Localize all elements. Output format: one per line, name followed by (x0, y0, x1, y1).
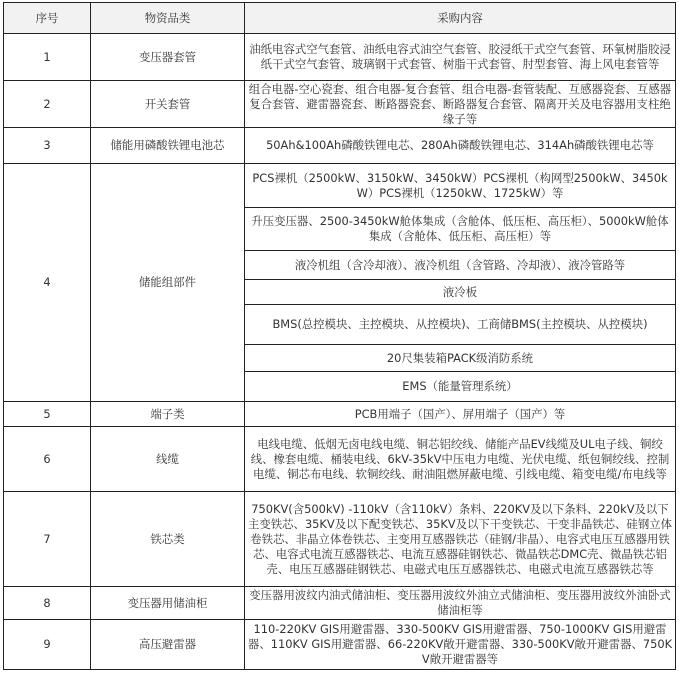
row-content: PCS裸机（2500kW、3150kW、3450kW）PCS裸机（构网型2500kW、3450kW）PCS裸机（1250kW、1725kW）等 (245, 164, 676, 208)
row-no: 3 (4, 128, 91, 164)
row-no: 6 (4, 427, 91, 492)
table-body (4, 34, 676, 670)
table-row (4, 492, 676, 587)
table-row (4, 128, 676, 164)
row-no: 1 (4, 34, 91, 81)
table-row (4, 402, 676, 427)
table-row (4, 34, 676, 81)
row-content: 变压器用波纹内油式储油柜、变压器用波纹外油立式储油柜、变压器用波纹外油卧式储油柜等 (245, 587, 676, 620)
header-category: 物资品类 (91, 3, 245, 34)
row-no: 4 (4, 164, 91, 402)
row-no: 5 (4, 402, 91, 427)
procurement-table (3, 2, 676, 670)
row-content: 750KV(含500kV) -110kV（含110kV）条料、220KV及以下条料、220kV及以下主变铁芯、35KV及以下配变铁芯、35KV及以下干变铁芯、干变非晶铁芯、硅钢立体卷铁芯、非晶立体卷铁芯、主变用互感器铁芯（硅钢/非晶）、电容式电压互感器用铁芯、电容式电流互感器铁芯、电流互感器硅钢铁芯、微晶铁芯DMC壳、微晶铁芯铝壳、电压互感器硅钢铁芯、电磁式电压互感器铁芯、电磁式电流互感器铁芯等 (245, 492, 676, 587)
row-no: 8 (4, 587, 91, 620)
row-category: 储能用磷酸铁锂电池芯 (91, 128, 245, 164)
header-row (4, 3, 676, 34)
row-content: 110-220KV GIS用避雷器、330-500KV GIS用避雷器、750-1000KV GIS用避雷器、110KV GIS用避雷器、66-220KV敞开避雷器、330-500KV敞开避雷器、750KV敞开避雷器等 (245, 620, 676, 670)
row-no: 7 (4, 492, 91, 587)
row-category: 线缆 (91, 427, 245, 492)
row-category: 开关套管 (91, 81, 245, 128)
row-content: 20尺集装箱PACK级消防系统 (245, 345, 676, 372)
row-content: BMS(总控模块、主控模块、从控模块)、工商储BMS(主控模块、从控模块) (245, 305, 676, 345)
table-row (4, 427, 676, 492)
row-category: 储能组部件 (91, 164, 245, 402)
row-content: 升压变压器、2500-3450kW舱体集成（含舱体、低压柜、高压柜）、5000kW舱体集成（含舱体、低压柜、高压柜）等 (245, 208, 676, 251)
header-no: 序号 (4, 3, 91, 34)
table-row (4, 164, 676, 208)
row-content: 电线电缆、低烟无卤电线电缆、铜芯铝绞线、储能产品EV线缆及UL电子线、铜绞线、橡套电缆、桶装电线、6kV-35kV中压电力电缆、光伏电缆、纸包铜绞线、控制电缆、铜芯布电线、软铜绞线、耐油阻燃屏蔽电缆、引线电缆、箱变电缆/布电线等 (245, 427, 676, 492)
row-content: PCB用端子（国产）、屏用端子（国产）等 (245, 402, 676, 427)
table-row (4, 81, 676, 128)
row-category: 高压避雷器 (91, 620, 245, 670)
row-category: 变压器套管 (91, 34, 245, 81)
row-content: EMS（能量管理系统） (245, 372, 676, 402)
row-no: 2 (4, 81, 91, 128)
row-content: 液冷机组（含冷却液）、液冷机组（含管路、冷却液）、液冷管路等 (245, 251, 676, 280)
table-row (4, 587, 676, 620)
row-content: 油纸电容式空气套管、油纸电容式油空气套管、胶浸纸干式空气套管、环氧树脂胶浸纸干式空气套管、玻璃钢干式套管、树脂干式套管、肘型套管、海上风电套管等 (245, 34, 676, 81)
row-category: 变压器用储油柜 (91, 587, 245, 620)
row-category: 铁芯类 (91, 492, 245, 587)
row-content: 液冷板 (245, 280, 676, 305)
row-content: 组合电器-空心瓷套、组合电器-复合套管、组合电器-套管装配、互感器瓷套、互感器复合套管、避雷器瓷套、断路器瓷套、断路器复合套管、隔离开关及电容器用支柱绝缘子等 (245, 81, 676, 128)
row-no: 9 (4, 620, 91, 670)
row-content: 50Ah&100Ah磷酸铁锂电芯、280Ah磷酸铁锂电芯、314Ah磷酸铁锂电芯等 (245, 128, 676, 164)
header-content: 采购内容 (245, 3, 676, 34)
row-category: 端子类 (91, 402, 245, 427)
table-row (4, 620, 676, 670)
